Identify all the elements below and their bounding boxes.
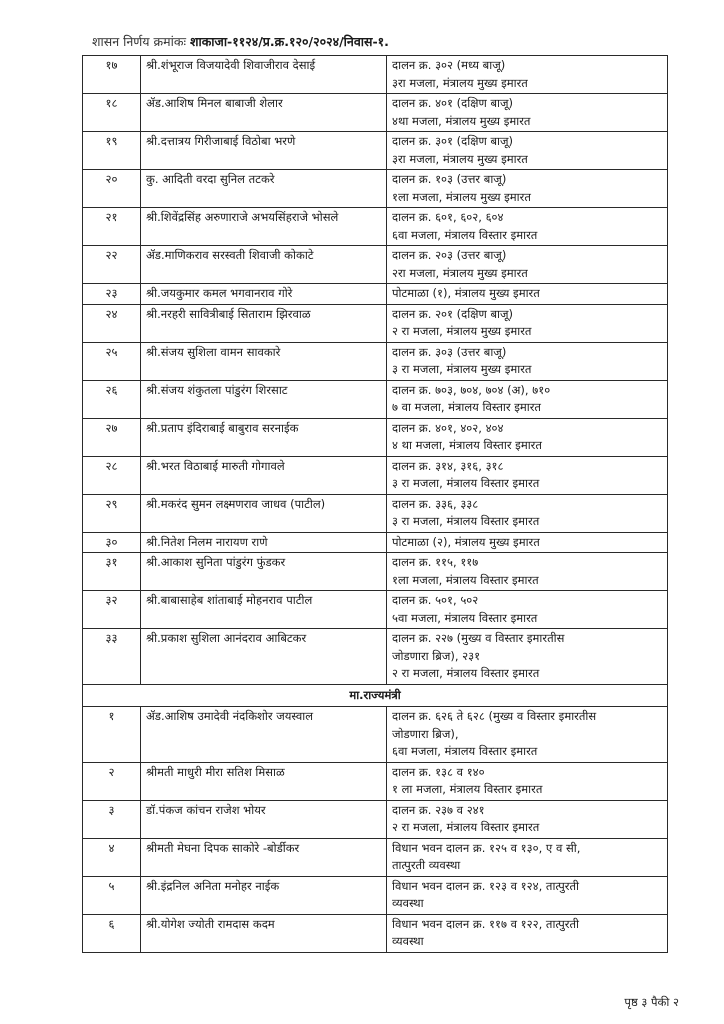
- office-location-line: ७ वा मजला, मंत्रालय विस्तार इमारत: [392, 400, 541, 414]
- serial-number: १९: [83, 132, 141, 170]
- serial-number: ६: [83, 914, 141, 952]
- minister-name: श्री.नितेश निलम नारायण राणे: [141, 532, 387, 553]
- office-location-line: व्यवस्था: [392, 896, 424, 910]
- office-location-line: दालन क्र. ६२६ ते ६२८ (मुख्य व विस्तार इमारतीस: [392, 709, 597, 723]
- table-row: [83, 418, 668, 456]
- office-location: [387, 246, 668, 284]
- office-location-line: दालन क्र. १०३ (उत्तर बाजू): [392, 172, 507, 186]
- serial-number: ३३: [83, 629, 141, 685]
- minister-name: श्री.शंभूराज विजयादेवी शिवाजीराव देसाई: [141, 56, 387, 94]
- office-location: [387, 418, 668, 456]
- minister-name: श्रीमती मेघना दिपक साकोरे -बोर्डीकर: [141, 838, 387, 876]
- minister-name: श्री.भरत विठाबाई मारुती गोगावले: [141, 456, 387, 494]
- section-title: मा.राज्यमंत्री: [83, 684, 668, 707]
- office-location: [387, 56, 668, 94]
- office-location-line: दालन क्र. ४०१ (दक्षिण बाजू): [392, 96, 514, 110]
- serial-number: २७: [83, 418, 141, 456]
- office-location-line: ४था मजला, मंत्रालय मुख्य इमारत: [392, 113, 531, 128]
- serial-number: १: [83, 707, 141, 763]
- office-location-line: विधान भवन दालन क्र. १२५ व १३०, ए व सी,: [392, 840, 581, 855]
- serial-number: २: [83, 762, 141, 800]
- minister-name: श्री.इंद्रनिल अनिता मनोहर नाईक: [141, 876, 387, 914]
- table-row: [83, 838, 668, 876]
- office-location: [387, 762, 668, 800]
- serial-number: २६: [83, 380, 141, 418]
- office-location-line: दालन क्र. ७०३, ७०४, ७०४ (अ), ७१०: [392, 382, 551, 397]
- office-location-line: व्यवस्था: [392, 934, 424, 948]
- table-row: [83, 591, 668, 629]
- office-location-line: पोटमाळा (२), मंत्रालय मुख्य इमारत: [392, 534, 540, 549]
- minister-name: श्री.आकाश सुनिता पांडुरंग फुंडकर: [141, 553, 387, 591]
- table-row: [83, 707, 668, 763]
- office-location: [387, 707, 668, 763]
- minister-name: डॉ.पंकज कांचन राजेश भोयर: [141, 800, 387, 838]
- header-reference-number: शाकाजा-११२४/प्र.क्र.१२०/२०२४/निवास-१.: [189, 34, 389, 49]
- office-location-line: ३ रा मजला, मंत्रालय मुख्य इमारत: [392, 362, 532, 376]
- office-location-line: दालन क्र. २०३ (उत्तर बाजू): [392, 248, 507, 262]
- office-location-line: २ रा मजला, मंत्रालय मुख्य इमारत: [392, 324, 532, 338]
- serial-number: ३०: [83, 532, 141, 553]
- table-row: [83, 380, 668, 418]
- table-row: [83, 762, 668, 800]
- table-row: [83, 629, 668, 685]
- office-location-line: दालन क्र. ३०२ (मध्य बाजू): [392, 58, 506, 72]
- office-location-line: ६वा मजला, मंत्रालय विस्तार इमारत: [392, 227, 538, 242]
- minister-name: श्री.बाबासाहेब शांताबाई मोहनराव पाटील: [141, 591, 387, 629]
- office-location-line: दालन क्र. १३८ व १४०: [392, 764, 485, 779]
- table-row: [83, 456, 668, 494]
- office-location-line: जोडणारा ब्रिज), २३१: [392, 648, 481, 663]
- minister-name: श्री.नरहरी सावित्रीबाई सिताराम झिरवाळ: [141, 304, 387, 342]
- serial-number: २९: [83, 494, 141, 532]
- serial-number: २३: [83, 284, 141, 305]
- section-divider: [83, 684, 668, 707]
- cabinet-ministers-rows: [83, 56, 668, 685]
- office-location-line: २रा मजला, मंत्रालय मुख्य इमारत: [392, 265, 528, 280]
- table-row: [83, 342, 668, 380]
- serial-number: ३१: [83, 553, 141, 591]
- minister-name: श्री.संजय सुशिला वामन सावकारे: [141, 342, 387, 380]
- serial-number: २५: [83, 342, 141, 380]
- office-location: [387, 532, 668, 553]
- serial-number: १८: [83, 94, 141, 132]
- office-location-line: दालन क्र. ११५, ११७: [392, 555, 479, 569]
- office-location-line: दालन क्र. ४०१, ४०२, ४०४: [392, 420, 504, 435]
- office-location-line: विधान भवन दालन क्र. १२३ व १२४, तात्पुरती: [392, 878, 579, 893]
- minister-name: ॲड.माणिकराव सरस्वती शिवाजी कोकाटे: [141, 246, 387, 284]
- document-header: [92, 33, 692, 50]
- office-location-line: दालन क्र. २२७ (मुख्य व विस्तार इमारतीस: [392, 631, 565, 645]
- table-row: [83, 914, 668, 952]
- minister-name: ॲड.आशिष मिनल बाबाजी शेलार: [141, 94, 387, 132]
- serial-number: २८: [83, 456, 141, 494]
- office-location: [387, 800, 668, 838]
- table-row: [83, 876, 668, 914]
- office-location-line: विधान भवन दालन क्र. ११७ व १२२, तात्पुरती: [392, 916, 579, 931]
- serial-number: ४: [83, 838, 141, 876]
- office-location: [387, 304, 668, 342]
- table-row: [83, 800, 668, 838]
- office-location-line: दालन क्र. ६०१, ६०२, ६०४: [392, 210, 504, 224]
- serial-number: २२: [83, 246, 141, 284]
- office-location-line: २ रा मजला, मंत्रालय विस्तार इमारत: [392, 820, 540, 834]
- office-location: [387, 591, 668, 629]
- office-location-line: १ला मजला, मंत्रालय मुख्य इमारत: [392, 189, 531, 204]
- table-row: [83, 284, 668, 305]
- office-location-line: दालन क्र. ३१४, ३१६, ३१८: [392, 458, 504, 473]
- office-allocation-table: [82, 55, 668, 953]
- serial-number: २०: [83, 170, 141, 208]
- office-location-line: ३ रा मजला, मंत्रालय विस्तार इमारत: [392, 476, 540, 490]
- office-location-line: दालन क्र. ३०१ (दक्षिण बाजू): [392, 134, 514, 148]
- header-prefix: शासन निर्णय क्रमांकः: [92, 34, 186, 49]
- office-location-line: दालन क्र. ५०१, ५०२: [392, 593, 479, 607]
- table-row: [83, 56, 668, 94]
- office-location-line: ३ रा मजला, मंत्रालय विस्तार इमारत: [392, 514, 540, 528]
- office-location-line: ४ था मजला, मंत्रालय विस्तार इमारत: [392, 438, 542, 452]
- office-location: [387, 284, 668, 305]
- table-row: [83, 304, 668, 342]
- minister-name: ॲड.आशिष उमादेवी नंदकिशोर जयस्वाल: [141, 707, 387, 763]
- section-row: [83, 684, 668, 707]
- office-location: [387, 208, 668, 246]
- office-location-line: दालन क्र. २०१ (दक्षिण बाजू): [392, 306, 514, 321]
- office-location: [387, 342, 668, 380]
- minister-name: श्री.संजय शंकुतला पांडुरंग शिरसाट: [141, 380, 387, 418]
- table-row: [83, 170, 668, 208]
- office-location-line: १ला मजला, मंत्रालय विस्तार इमारत: [392, 572, 539, 587]
- office-location-line: ५वा मजला, मंत्रालय विस्तार इमारत: [392, 610, 538, 625]
- table-row: [83, 94, 668, 132]
- office-location: [387, 132, 668, 170]
- office-location: [387, 838, 668, 876]
- office-location-line: ३रा मजला, मंत्रालय मुख्य इमारत: [392, 151, 528, 166]
- office-location: [387, 456, 668, 494]
- serial-number: २१: [83, 208, 141, 246]
- office-location: [387, 553, 668, 591]
- table-row: [83, 246, 668, 284]
- minister-name: श्री.जयकुमार कमल भगवानराव गोरे: [141, 284, 387, 305]
- minister-name: श्रीमती माधुरी मीरा सतिश मिसाळ: [141, 762, 387, 800]
- office-location-line: ३रा मजला, मंत्रालय मुख्य इमारत: [392, 75, 528, 90]
- office-location: [387, 170, 668, 208]
- office-location-line: तात्पुरती व्यवस्था: [392, 858, 461, 872]
- minister-name: श्री.योगेश ज्योती रामदास कदम: [141, 914, 387, 952]
- serial-number: ३२: [83, 591, 141, 629]
- office-location: [387, 876, 668, 914]
- table-row: [83, 532, 668, 553]
- office-location-line: पोटमाळा (१), मंत्रालय मुख्य इमारत: [392, 286, 540, 300]
- office-location-line: दालन क्र. ३०३ (उत्तर बाजू): [392, 344, 507, 359]
- table-row: [83, 494, 668, 532]
- ministers-of-state-rows: [83, 707, 668, 953]
- office-location: [387, 914, 668, 952]
- office-location-line: ६वा मजला, मंत्रालय विस्तार इमारत: [392, 744, 538, 758]
- office-location-line: दालन क्र. ३३६, ३३८: [392, 496, 479, 511]
- office-location: [387, 629, 668, 685]
- minister-name: श्री.शिवेंद्रसिंह अरुणाराजे अभयसिंहराजे भोसले: [141, 208, 387, 246]
- minister-name: श्री.दत्तात्रय गिरीजाबाई विठोबा भरणे: [141, 132, 387, 170]
- office-location-line: जोडणारा ब्रिज),: [392, 726, 459, 741]
- serial-number: १७: [83, 56, 141, 94]
- table-row: [83, 132, 668, 170]
- office-location-line: २ रा मजला, मंत्रालय विस्तार इमारत: [392, 666, 540, 680]
- minister-name: श्री.प्रताप इंदिराबाई बाबुराव सरनाईक: [141, 418, 387, 456]
- page-number: पृष्ठ ३ पैकी २: [624, 995, 679, 1009]
- minister-name: श्री.मकरंद सुमन लक्ष्मणराव जाधव (पाटील): [141, 494, 387, 532]
- minister-name: कु. आदिती वरदा सुनिल तटकरे: [141, 170, 387, 208]
- office-location-line: १ ला मजला, मंत्रालय विस्तार इमारत: [392, 782, 543, 796]
- serial-number: ५: [83, 876, 141, 914]
- office-location: [387, 494, 668, 532]
- office-location: [387, 380, 668, 418]
- office-location-line: दालन क्र. २३७ व २४१: [392, 802, 485, 817]
- minister-name: श्री.प्रकाश सुशिला आनंदराव आबिटकर: [141, 629, 387, 685]
- table-row: [83, 208, 668, 246]
- serial-number: २४: [83, 304, 141, 342]
- serial-number: ३: [83, 800, 141, 838]
- office-location: [387, 94, 668, 132]
- table-row: [83, 553, 668, 591]
